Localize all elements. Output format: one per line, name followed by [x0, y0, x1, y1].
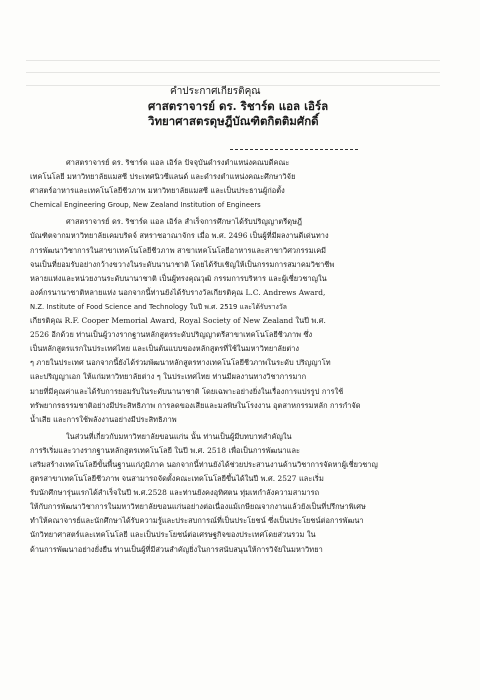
text-line: ในส่วนที่เกี่ยวกับมหาวิทยาลัยขอนแก่น นั้น ท่านเป็นผู้มีบทบาทสำคัญใน — [66, 431, 292, 441]
honorary-degree: วิทยาศาสตรดุษฎีบัณฑิตกิตติมศักดิ์ — [148, 114, 319, 128]
text-line: ทำให้คณาจารย์และนักศึกษาได้รับความรู้และประสบการณ์ที่เป็นประโยชน์ ซึ่งเป็นประโยชน์ต่อการพัฒนา — [30, 516, 364, 526]
text-line: ศาสตราจารย์ ดร. ริชาร์ด แอล เอิร์ล ปัจจุบันดำรงตำแหน่งคณบดีคณะ — [66, 158, 290, 167]
text-line: เกียรติคุณ R.F. Cooper Memorial Award, Royal Society of New Zealand ในปี พ.ศ. — [30, 316, 326, 326]
text-line: ด้านการพัฒนาอย่างยั่งยืน ท่านเป็นผู้ที่มีส่วนสำคัญยิ่งในการสนับสนุนให้การวิจัยในมหาวิทยา — [30, 544, 323, 554]
text-line: เสริมสร้างเทคโนโลยีขั้นพื้นฐานแก่ภูมิภาค นอกจากนี้ท่านยังได้ช่วยประสานงานด้านวิชาการจัดหาผู้เชี่ยวชาญ — [30, 459, 378, 469]
text-line: และปริญญาเอก ให้แก่มหาวิทยาลัยต่าง ๆ ในประเทศไทย ท่านมีผลงานทางวิชาการมาก — [30, 372, 307, 382]
text-line: N.Z. Institute of Food Science and Technology ในปี พ.ศ. 2519 และได้รับรางวัล — [30, 302, 288, 311]
header-underline — [230, 149, 358, 150]
text-line: การริเริ่มและวางรากฐานหลักสูตรเทคโนโลยี ในปี พ.ศ. 2518 เพื่อเป็นการพัฒนาและ — [30, 445, 301, 455]
text-line: Chemical Engineering Group, New Zealand Institution of Engineers — [30, 201, 261, 210]
text-line: นักวิทยาศาสตร์และเทคโนโลยี และเป็นประโยชน์ต่อเศรษฐกิจของประเทศโดยส่วนรวม ใน — [30, 530, 316, 540]
text-line: หลายแห่งและหน่วยงานระดับนานาชาติ เป็นผู้ทรงคุณวุฒิ กรรมการบริหาร และผู้เชี่ยวชาญใน — [30, 273, 327, 283]
text-line: รับนักศึกษารุ่นแรกได้สำเร็จในปี พ.ศ.2528 และท่านยังคงอุทิศตน ทุ่มเทกำลังความสามารถ — [30, 488, 320, 498]
text-line: การพัฒนาวิชาการในสาขาเทคโนโลยีชีวภาพ สาขาเทคโนโลยีอาหารและสาขาวิศวกรรมเคมี — [30, 245, 327, 255]
text-line: ให้กับการพัฒนาวิชาการในมหาวิทยาลัยขอนแก่นอย่างต่อเนื่องแม้เกษียณจากงานแล้วยังเป็นที่ปรึกษาพิเศษ — [30, 502, 366, 512]
citation-body — [30, 156, 462, 557]
text-line: องค์กรนานาชาติหลายแห่ง นอกจากนี้ท่านยังได้รับรางวัลเกียรติคุณ L.C. Andrews Award, — [30, 287, 326, 297]
text-line: ศาสตร์อาหารและเทคโนโลยีชีวภาพ มหาวิทยาลัยแมสซี และเป็นประธานผู้ก่อตั้ง — [30, 186, 285, 196]
text-line: มายที่มีคุณค่าและได้รับการยอมรับในระดับนานาชาติ โดยเฉพาะอย่างยิ่งในเรื่องการแปรรูป การใช้ — [30, 386, 344, 396]
text-line: เป็นหลักสูตรแรกในประเทศไทย และเป็นต้นแบบของหลักสูตรที่ใช้ในมหาวิทยาลัยต่าง — [30, 344, 300, 354]
text-line: ๆ ภายในประเทศ นอกจากนี้ยังได้ร่วมพัฒนาหลักสูตรทางเทคโนโลยีชีวภาพในระดับ ปริญญาโท — [30, 358, 331, 368]
document-header — [148, 84, 408, 129]
honoree-name: ศาสตราจารย์ ดร. ริชาร์ด แอล เอิร์ล — [148, 99, 329, 113]
text-line: เทคโนโลยี มหาวิทยาลัยแมสซี ประเทศนิวซีแลนด์ และดำรงตำแหน่งคณะศึกษาวิจัย — [30, 172, 296, 182]
citation-caption: คำประกาศเกียรติคุณ — [170, 86, 261, 97]
text-line: ทรัพยากรธรรมชาติอย่างมีประสิทธิภาพ การลดของเสียและมลพิษในโรงงาน อุตสาหกรรมหลัก การกำจัด — [30, 400, 361, 410]
text-line: ศาสตราจารย์ ดร. ริชาร์ด แอล เอิร์ล สำเร็จการศึกษาได้รับปริญญาตรีดุษฎี — [66, 217, 303, 227]
text-line: น้ำเสีย และการใช้พลังงานอย่างมีประสิทธิภาพ — [30, 414, 177, 424]
text-line: สูตรสาขาเทคโนโลยีชีวภาพ จนสามารถจัดตั้งคณะเทคโนโลยีขึ้นได้ในปี พ.ศ. 2527 และเริ่ม — [30, 474, 324, 484]
text-line: จนเป็นที่ยอมรับอย่างกว้างขวางในระดับนานาชาติ โดยได้รับเชิญให้เป็นกรรมการสมาคมวิชาชีพ — [30, 259, 335, 269]
text-line: 2526 อีกด้วย ท่านเป็นผู้วางรากฐานหลักสูตรระดับปริญญาตรีสาขาเทคโนโลยีชีวภาพ ซึ่ง — [30, 330, 313, 340]
text-line: บัณฑิตจากมหาวิทยาลัยเคมบริดจ์ สหราชอาณาจักร เมื่อ พ.ศ. 2496 เป็นผู้ที่มีผลงานดีเด่นทาง — [30, 231, 329, 241]
